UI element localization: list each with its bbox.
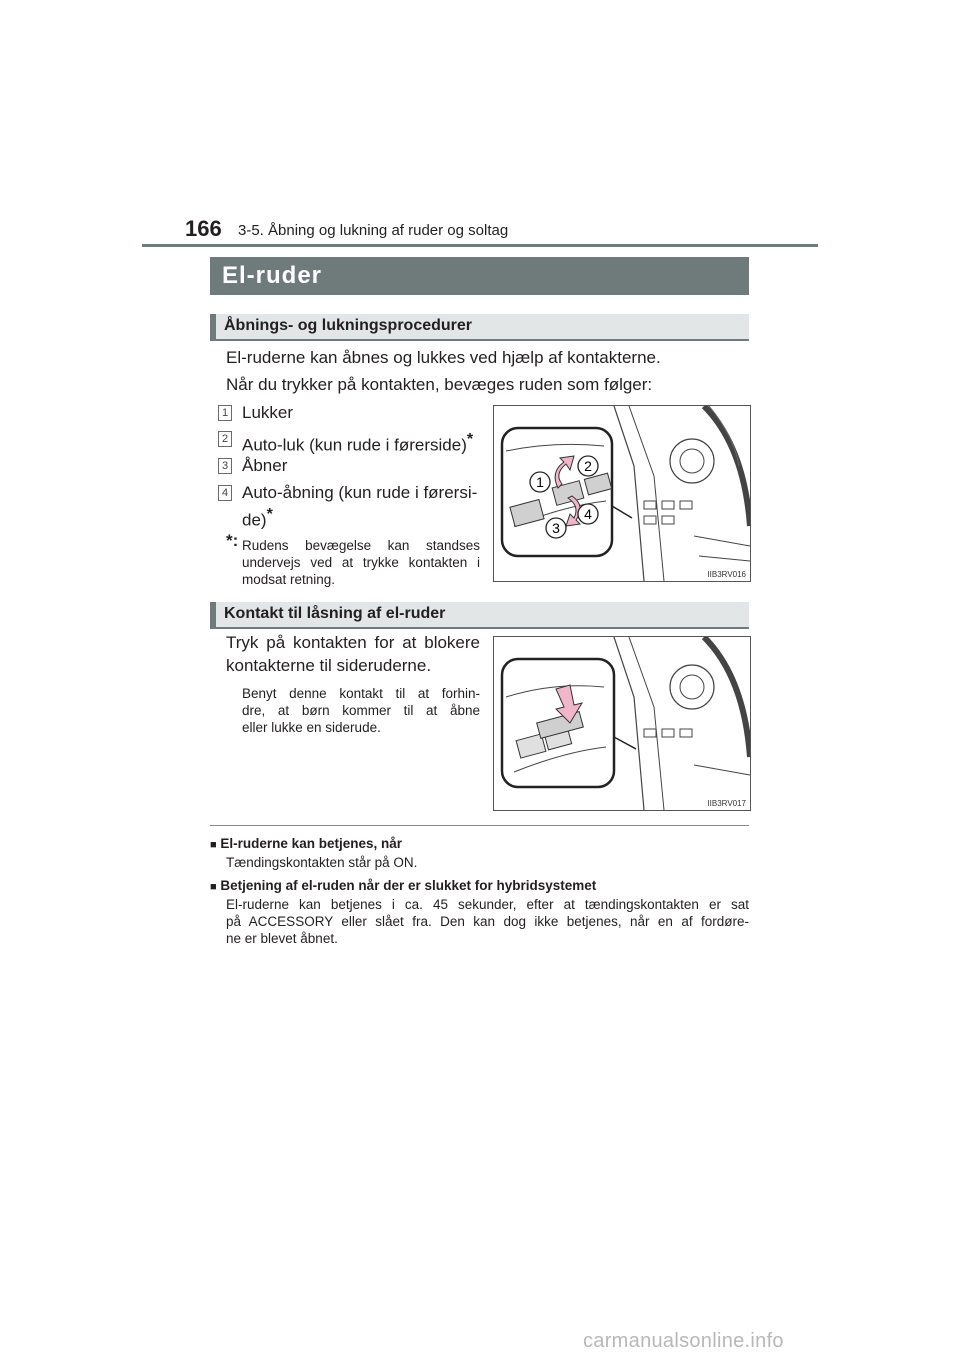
chapter-title: 3-5. Åbning og lukning af ruder og soltag bbox=[238, 222, 509, 239]
square-bullet-icon: ■ bbox=[210, 881, 217, 893]
callout-3 bbox=[546, 518, 566, 538]
list-item-text: de) bbox=[242, 510, 267, 530]
list-item-text: Åbner bbox=[242, 456, 288, 475]
figure-code: IIB3RV016 bbox=[707, 570, 746, 579]
note-line: ne er blevet åbnet. bbox=[226, 931, 338, 946]
footnote-line: undervejs ved at trykke kontakten i bbox=[242, 555, 480, 570]
note-heading-text: El-ruderne kan betjenes, når bbox=[220, 836, 402, 851]
list-item-text: Auto-åbning (kun rude i førersi- bbox=[242, 483, 478, 502]
list-number: 4 bbox=[218, 485, 232, 501]
svg-text:1: 1 bbox=[536, 474, 544, 490]
list-number: 3 bbox=[218, 458, 232, 474]
window-switch-illustration bbox=[494, 406, 750, 581]
window-lock-switch-figure bbox=[493, 636, 751, 811]
list-item-text: Auto-luk (kun rude i førerside) bbox=[242, 435, 467, 455]
section-accent bbox=[210, 314, 216, 341]
footnote-mark bbox=[226, 532, 238, 550]
svg-text:3: 3 bbox=[552, 520, 560, 536]
page-title-bar bbox=[210, 257, 749, 295]
footnote-line: Rudens bevægelse kan standses bbox=[242, 538, 480, 553]
note-line: Tændingskontakten står på ON. bbox=[226, 855, 418, 870]
lock-note-line: Benyt denne kontakt til at forhin- bbox=[242, 686, 480, 701]
notes-divider bbox=[210, 825, 749, 826]
list-number: 1 bbox=[218, 405, 232, 421]
lock-body-line: Tryk på kontakten for at blokere bbox=[226, 633, 480, 652]
list-item-text: Lukker bbox=[242, 403, 294, 422]
asterisk-mark: * bbox=[466, 431, 474, 448]
watermark: carmanualsonline.info bbox=[583, 1330, 784, 1352]
list-item bbox=[242, 504, 273, 532]
section-heading-procedures bbox=[210, 314, 749, 341]
section-heading-text: Kontakt til låsning af el-ruder bbox=[224, 605, 446, 622]
page-title: El-ruder bbox=[222, 262, 323, 289]
svg-text:2: 2 bbox=[584, 458, 592, 474]
lock-note-line: dre, at børn kommer til at åbne bbox=[242, 703, 480, 718]
list-item bbox=[242, 429, 473, 457]
figure-code: IIB3RV017 bbox=[707, 799, 746, 808]
callout-2 bbox=[578, 456, 598, 476]
callout-1 bbox=[530, 472, 550, 492]
intro-text-2: Når du trykker på kontakten, bevæges ruden som følger: bbox=[226, 375, 653, 394]
lock-note-line: eller lukke en siderude. bbox=[242, 720, 381, 735]
list-number: 2 bbox=[218, 431, 232, 447]
note-line: på ACCESSORY eller slået fra. Den kan dog ikke betjenes, når en af fordøre- bbox=[226, 914, 749, 929]
square-bullet-icon: ■ bbox=[210, 839, 217, 851]
power-window-switch-figure bbox=[493, 405, 751, 582]
section-accent bbox=[210, 602, 216, 629]
section-heading-lock-switch bbox=[210, 602, 749, 629]
header-divider bbox=[142, 244, 818, 247]
footnote-marker: *: bbox=[226, 531, 239, 550]
page-number: 166 bbox=[185, 216, 222, 241]
note-heading-text: Betjening af el-ruden når der er slukket for hybridsystemet bbox=[220, 878, 597, 893]
intro-text-1: El-ruderne kan åbnes og lukkes ved hjælp af kontakterne. bbox=[226, 348, 661, 367]
footnote-line: modsat retning. bbox=[242, 572, 336, 587]
callout-4 bbox=[578, 504, 598, 524]
asterisk-mark: * bbox=[266, 506, 273, 523]
note-heading bbox=[210, 836, 402, 851]
lock-body-line: kontakterne til sideruderne. bbox=[226, 656, 432, 675]
section-heading-text: Åbnings- og lukningsprocedurer bbox=[224, 317, 473, 334]
note-heading bbox=[210, 878, 596, 893]
lock-switch-illustration bbox=[494, 637, 750, 810]
svg-text:4: 4 bbox=[584, 506, 592, 522]
note-line: El-ruderne kan betjenes i ca. 45 sekunder, efter at tændingskontakten er sat bbox=[226, 897, 749, 912]
